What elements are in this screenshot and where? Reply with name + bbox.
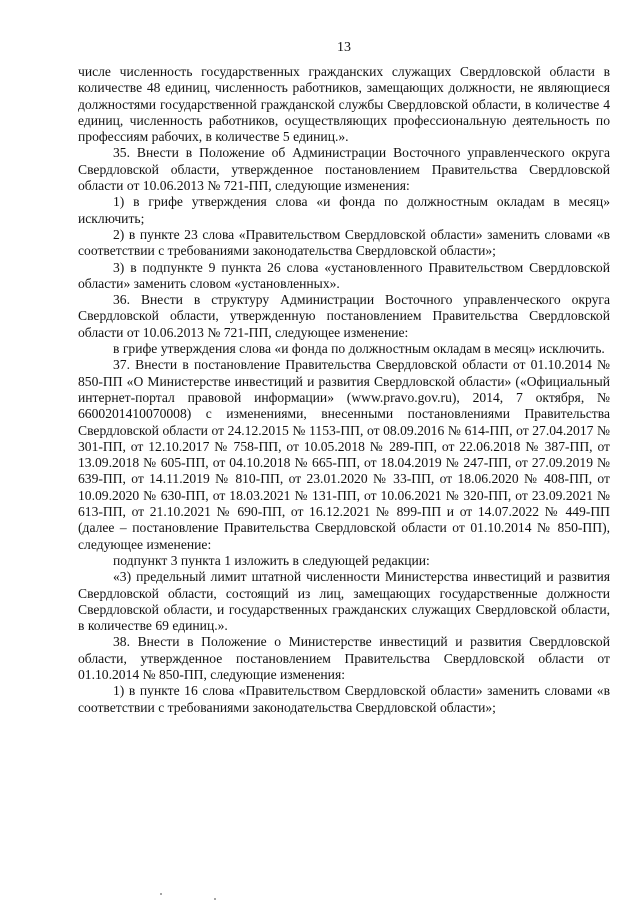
paragraph-item-35-2: 2) в пункте 23 слова «Правительством Свердловской области» заменить словами «в соответствии с требованиями законодательства Свердловской области»;	[78, 226, 610, 259]
paragraph-continuation: числе численность государственных гражданских служащих Свердловской области в количестве 48 единиц, численность работников, замещающих должности, не являющиеся должностями государственной гражданской службы Свердловской области, в количестве 4 единиц, численность работников, осуществляющих профессиональную деятельность по профессиям рабочих, в количестве 5 единиц.».	[78, 64, 610, 145]
document-page	[78, 40, 610, 716]
paragraph-item-36-change: в грифе утверждения слова «и фонда по должностным окладам в месяц» исключить.	[113, 341, 605, 357]
paragraph-item-35-3: 3) в подпункте 9 пункта 26 слова «установленного Правительством Свердловской области» заменить словом «установленных».	[78, 259, 610, 291]
paragraph-item-37-instruction: подпункт 3 пункта 1 изложить в следующей редакции:	[113, 552, 430, 568]
scan-artifact-dot	[214, 898, 216, 900]
paragraph-item-38-1: 1) в пункте 16 слова «Правительством Свердловской области» заменить словами «в соответствии с требованиями законодательства Свердловской области»;	[78, 683, 610, 715]
paragraph-item-36: 36. Внести в структуру Администрации Восточного управленческого округа Свердловской области, утвержденную постановлением Правительства Свердловской области от 10.06.2013 № 721-ПП, следующее изменение:	[78, 292, 610, 340]
scan-artifact-dot	[160, 893, 162, 895]
paragraph-item-38: 38. Внести в Положение о Министерстве инвестиций и развития Свердловской области, утвержденное постановлением Правительства Свердловской области от 01.10.2014 № 850-ПП, следующие изменения:	[78, 634, 610, 682]
page-number: 13	[337, 40, 351, 55]
paragraph-item-35-1: 1) в грифе утверждения слова «и фонда по должностным окладам в месяц» исключить;	[78, 194, 610, 226]
paragraph-item-37: 37. Внести в постановление Правительства Свердловской области от 01.10.2014 № 850-ПП «О Министерстве инвестиций и развития Свердловской области» («Официальный интернет-портал правовой информации» (www.pravo.gov.ru), 2014, 7 октября, № 6600201410070008) с изменениями, внесенными постановлениями Правительства Свердловской области от 24.12.2015 № 1153-ПП, от 08.09.2016 № 614-ПП, от 27.04.2017 № 301-ПП, от 12.10.2017 № 758-ПП, от 10.05.2018 № 289-ПП, от 22.06.2018 № 387-ПП, от 13.09.2018 № 605-ПП, от 04.10.2018 № 665-ПП, от 18.04.2019 № 247-ПП, от 27.09.2019 № 639-ПП, от 14.11.2019 № 810-ПП, от 23.01.2020 № 33-ПП, от 18.06.2020 № 408-ПП, от 10.09.2020 № 630-ПП, от 18.03.2021 № 131-ПП, от 10.06.2021 № 320-ПП, от 23.09.2021 № 613-ПП, от 21.10.2021 № 690-ПП, от 16.12.2021 № 899-ПП и от 14.07.2022 № 449-ПП (далее – постановление Правительства Свердловской области от 01.10.2014 № 850-ПП), следующее изменение:	[78, 357, 610, 552]
paragraph-item-35: 35. Внести в Положение об Администрации Восточного управленческого округа Свердловской области, утвержденное постановлением Правительства Свердловской области от 10.06.2013 № 721-ПП, следующие изменения:	[78, 145, 610, 194]
paragraph-item-37-new-text: «3) предельный лимит штатной численности Министерства инвестиций и развития Свердловской области, состоящий из лиц, замещающих государственные должности Свердловской области, и государственных гражданских служащих Свердловской области, в количестве 69 единиц.».	[78, 569, 610, 634]
